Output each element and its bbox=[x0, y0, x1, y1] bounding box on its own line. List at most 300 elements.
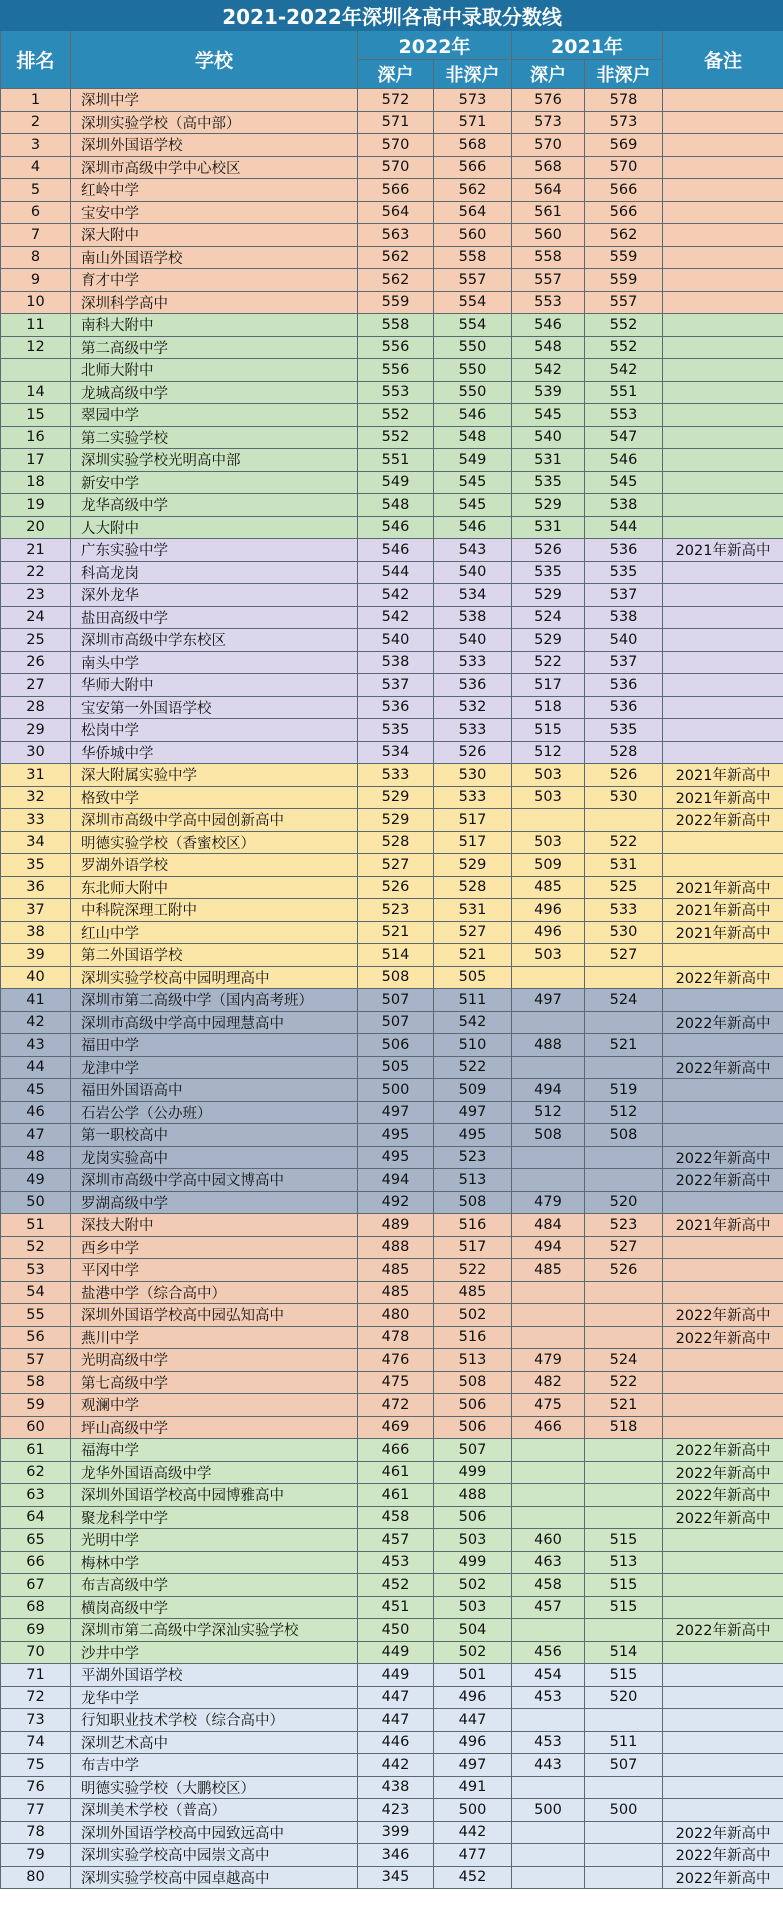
rank-cell: 68 bbox=[1, 1596, 71, 1619]
school-cell: 第二实验学校 bbox=[71, 426, 358, 449]
score-2022-local: 553 bbox=[358, 381, 434, 404]
table-row bbox=[1, 1821, 783, 1844]
score-2021-local: 535 bbox=[512, 561, 585, 584]
note-cell: 2022年新高中 bbox=[663, 1619, 783, 1642]
score-2022-nonlocal: 536 bbox=[434, 674, 512, 697]
score-2021-local: 494 bbox=[512, 1236, 585, 1259]
note-cell bbox=[663, 179, 783, 202]
table-row bbox=[1, 494, 783, 517]
score-2022-local: 451 bbox=[358, 1596, 434, 1619]
score-2022-local: 542 bbox=[358, 606, 434, 629]
school-cell: 深圳科学高中 bbox=[71, 291, 358, 314]
score-2022-nonlocal: 533 bbox=[434, 719, 512, 742]
note-cell bbox=[663, 1124, 783, 1147]
school-cell: 深圳中学 bbox=[71, 89, 358, 112]
score-2021-nonlocal: 524 bbox=[585, 1349, 663, 1372]
score-2021-nonlocal: 551 bbox=[585, 381, 663, 404]
school-cell: 光明中学 bbox=[71, 1529, 358, 1552]
score-2022-nonlocal: 522 bbox=[434, 1259, 512, 1282]
rank-cell: 34 bbox=[1, 831, 71, 854]
school-cell: 布吉中学 bbox=[71, 1754, 358, 1777]
note-cell: 2022年新高中 bbox=[663, 809, 783, 832]
score-2021-nonlocal: 522 bbox=[585, 831, 663, 854]
score-2022-nonlocal: 538 bbox=[434, 606, 512, 629]
score-2021-nonlocal: 514 bbox=[585, 1641, 663, 1664]
rank-cell: 29 bbox=[1, 719, 71, 742]
table-row bbox=[1, 336, 783, 359]
score-2022-nonlocal: 509 bbox=[434, 1079, 512, 1102]
score-2021-local: 453 bbox=[512, 1731, 585, 1754]
note-cell bbox=[663, 854, 783, 877]
score-2021-nonlocal: 544 bbox=[585, 516, 663, 539]
school-cell: 西乡中学 bbox=[71, 1236, 358, 1259]
score-2021-nonlocal bbox=[585, 1866, 663, 1889]
score-2021-nonlocal: 535 bbox=[585, 561, 663, 584]
note-cell bbox=[663, 741, 783, 764]
table-row bbox=[1, 1574, 783, 1597]
rank-cell: 72 bbox=[1, 1686, 71, 1709]
score-2021-local: 484 bbox=[512, 1214, 585, 1237]
score-2022-local: 469 bbox=[358, 1416, 434, 1439]
score-2022-nonlocal: 526 bbox=[434, 741, 512, 764]
score-2021-local: 503 bbox=[512, 831, 585, 854]
school-cell: 深圳外国语学校高中园博雅高中 bbox=[71, 1484, 358, 1507]
note-cell bbox=[663, 314, 783, 337]
score-2021-nonlocal: 530 bbox=[585, 786, 663, 809]
score-2022-local: 527 bbox=[358, 854, 434, 877]
score-2021-nonlocal: 519 bbox=[585, 1079, 663, 1102]
rank-cell: 64 bbox=[1, 1506, 71, 1529]
table-row bbox=[1, 719, 783, 742]
rank-cell: 67 bbox=[1, 1574, 71, 1597]
table-row bbox=[1, 1596, 783, 1619]
local-2022-header: 深户 bbox=[358, 60, 434, 89]
note-cell bbox=[663, 89, 783, 112]
score-2021-local: 560 bbox=[512, 224, 585, 247]
table-row bbox=[1, 269, 783, 292]
table-body bbox=[1, 89, 783, 1889]
table-row bbox=[1, 561, 783, 584]
note-cell: 2021年新高中 bbox=[663, 1214, 783, 1237]
rank-cell: 54 bbox=[1, 1281, 71, 1304]
score-2022-nonlocal: 558 bbox=[434, 246, 512, 269]
table-row bbox=[1, 989, 783, 1012]
score-2022-local: 548 bbox=[358, 494, 434, 517]
table-row bbox=[1, 1709, 783, 1732]
note-cell bbox=[663, 1641, 783, 1664]
rank-cell: 52 bbox=[1, 1236, 71, 1259]
table-row bbox=[1, 1214, 783, 1237]
score-2022-nonlocal: 545 bbox=[434, 471, 512, 494]
note-cell bbox=[663, 516, 783, 539]
table-row bbox=[1, 1461, 783, 1484]
score-2022-local: 566 bbox=[358, 179, 434, 202]
rank-cell: 53 bbox=[1, 1259, 71, 1282]
score-2022-local: 345 bbox=[358, 1866, 434, 1889]
score-2022-local: 423 bbox=[358, 1799, 434, 1822]
rank-cell: 59 bbox=[1, 1394, 71, 1417]
score-2022-local: 446 bbox=[358, 1731, 434, 1754]
score-2021-local: 568 bbox=[512, 156, 585, 179]
score-2021-local: 443 bbox=[512, 1754, 585, 1777]
score-2022-local: 535 bbox=[358, 719, 434, 742]
school-cell: 人大附中 bbox=[71, 516, 358, 539]
score-2022-local: 534 bbox=[358, 741, 434, 764]
score-2021-nonlocal: 515 bbox=[585, 1664, 663, 1687]
score-2021-local: 517 bbox=[512, 674, 585, 697]
school-header: 学校 bbox=[71, 31, 358, 89]
school-cell: 深圳外国语学校高中园致远高中 bbox=[71, 1821, 358, 1844]
score-2022-local: 488 bbox=[358, 1236, 434, 1259]
note-cell bbox=[663, 269, 783, 292]
score-2022-local: 556 bbox=[358, 336, 434, 359]
score-2022-local: 507 bbox=[358, 1011, 434, 1034]
score-2021-nonlocal: 522 bbox=[585, 1371, 663, 1394]
rank-cell: 73 bbox=[1, 1709, 71, 1732]
table-row bbox=[1, 1281, 783, 1304]
note-cell: 2021年新高中 bbox=[663, 921, 783, 944]
score-2021-nonlocal: 527 bbox=[585, 1236, 663, 1259]
table-row bbox=[1, 1664, 783, 1687]
table-row bbox=[1, 1326, 783, 1349]
score-2021-nonlocal bbox=[585, 1619, 663, 1642]
score-2022-local: 508 bbox=[358, 966, 434, 989]
score-2022-local: 485 bbox=[358, 1281, 434, 1304]
school-cell: 华侨城中学 bbox=[71, 741, 358, 764]
score-2021-local: 463 bbox=[512, 1551, 585, 1574]
table-row bbox=[1, 426, 783, 449]
table-row bbox=[1, 1011, 783, 1034]
school-cell: 深外龙华 bbox=[71, 584, 358, 607]
rank-cell bbox=[1, 359, 71, 382]
table-row bbox=[1, 1866, 783, 1889]
rank-cell: 2 bbox=[1, 111, 71, 134]
score-2022-local: 572 bbox=[358, 89, 434, 112]
note-cell: 2022年新高中 bbox=[663, 1506, 783, 1529]
score-2022-nonlocal: 452 bbox=[434, 1866, 512, 1889]
rank-cell: 39 bbox=[1, 944, 71, 967]
note-cell: 2022年新高中 bbox=[663, 1169, 783, 1192]
score-2022-nonlocal: 534 bbox=[434, 584, 512, 607]
score-2022-nonlocal: 550 bbox=[434, 336, 512, 359]
score-2022-nonlocal: 529 bbox=[434, 854, 512, 877]
rank-cell: 76 bbox=[1, 1776, 71, 1799]
school-cell: 第七高级中学 bbox=[71, 1371, 358, 1394]
rank-cell: 32 bbox=[1, 786, 71, 809]
score-2021-local: 545 bbox=[512, 404, 585, 427]
note-cell bbox=[663, 404, 783, 427]
score-2022-local: 452 bbox=[358, 1574, 434, 1597]
score-2022-nonlocal: 506 bbox=[434, 1416, 512, 1439]
score-2021-local bbox=[512, 1304, 585, 1327]
score-2021-local bbox=[512, 1439, 585, 1462]
score-2021-local: 475 bbox=[512, 1394, 585, 1417]
score-2021-nonlocal: 569 bbox=[585, 134, 663, 157]
note-cell bbox=[663, 1709, 783, 1732]
rank-cell: 23 bbox=[1, 584, 71, 607]
rank-cell: 20 bbox=[1, 516, 71, 539]
score-2021-local: 576 bbox=[512, 89, 585, 112]
note-cell bbox=[663, 1754, 783, 1777]
score-2022-local: 447 bbox=[358, 1686, 434, 1709]
score-2021-local bbox=[512, 1821, 585, 1844]
score-2021-local: 553 bbox=[512, 291, 585, 314]
score-2022-nonlocal: 503 bbox=[434, 1596, 512, 1619]
school-cell: 红岭中学 bbox=[71, 179, 358, 202]
rank-cell: 14 bbox=[1, 381, 71, 404]
score-2021-nonlocal: 566 bbox=[585, 179, 663, 202]
score-2022-nonlocal: 485 bbox=[434, 1281, 512, 1304]
table-header bbox=[1, 1, 783, 89]
school-cell: 龙津中学 bbox=[71, 1056, 358, 1079]
note-cell bbox=[663, 224, 783, 247]
school-cell: 深大附属实验中学 bbox=[71, 764, 358, 787]
rank-cell: 80 bbox=[1, 1866, 71, 1889]
score-2022-nonlocal: 504 bbox=[434, 1619, 512, 1642]
score-2021-nonlocal: 513 bbox=[585, 1551, 663, 1574]
score-2021-local bbox=[512, 966, 585, 989]
school-cell: 格致中学 bbox=[71, 786, 358, 809]
rank-cell: 30 bbox=[1, 741, 71, 764]
score-2022-local: 399 bbox=[358, 1821, 434, 1844]
table-row bbox=[1, 741, 783, 764]
score-2021-nonlocal: 559 bbox=[585, 269, 663, 292]
school-cell: 布吉高级中学 bbox=[71, 1574, 358, 1597]
note-cell: 2022年新高中 bbox=[663, 1146, 783, 1169]
score-2022-local: 476 bbox=[358, 1349, 434, 1372]
score-2021-local: 456 bbox=[512, 1641, 585, 1664]
score-2021-nonlocal bbox=[585, 1506, 663, 1529]
school-cell: 松岗中学 bbox=[71, 719, 358, 742]
table-row bbox=[1, 1034, 783, 1057]
rank-cell: 47 bbox=[1, 1124, 71, 1147]
score-2022-nonlocal: 554 bbox=[434, 314, 512, 337]
school-cell: 红山中学 bbox=[71, 921, 358, 944]
note-cell bbox=[663, 494, 783, 517]
score-2022-nonlocal: 516 bbox=[434, 1326, 512, 1349]
score-2021-local: 539 bbox=[512, 381, 585, 404]
table-row bbox=[1, 516, 783, 539]
score-2022-local: 507 bbox=[358, 989, 434, 1012]
rank-cell: 62 bbox=[1, 1461, 71, 1484]
table-row bbox=[1, 696, 783, 719]
score-2022-nonlocal: 511 bbox=[434, 989, 512, 1012]
score-2022-local: 492 bbox=[358, 1191, 434, 1214]
score-2021-nonlocal: 523 bbox=[585, 1214, 663, 1237]
rank-cell: 58 bbox=[1, 1371, 71, 1394]
school-cell: 龙城高级中学 bbox=[71, 381, 358, 404]
score-2021-nonlocal: 533 bbox=[585, 899, 663, 922]
note-cell: 2021年新高中 bbox=[663, 899, 783, 922]
note-cell bbox=[663, 201, 783, 224]
score-2022-local: 521 bbox=[358, 921, 434, 944]
score-2021-local: 479 bbox=[512, 1191, 585, 1214]
score-2022-local: 563 bbox=[358, 224, 434, 247]
score-2021-nonlocal bbox=[585, 1056, 663, 1079]
score-2022-nonlocal: 543 bbox=[434, 539, 512, 562]
school-cell: 平冈中学 bbox=[71, 1259, 358, 1282]
score-2022-local: 466 bbox=[358, 1439, 434, 1462]
nonlocal-2022-header: 非深户 bbox=[434, 60, 512, 89]
rank-cell: 45 bbox=[1, 1079, 71, 1102]
score-2022-nonlocal: 571 bbox=[434, 111, 512, 134]
school-cell: 深圳市高级中学东校区 bbox=[71, 629, 358, 652]
score-2021-nonlocal: 552 bbox=[585, 336, 663, 359]
score-2022-local: 570 bbox=[358, 134, 434, 157]
score-2021-nonlocal: 538 bbox=[585, 606, 663, 629]
score-2021-local: 570 bbox=[512, 134, 585, 157]
score-2021-local: 457 bbox=[512, 1596, 585, 1619]
score-2022-local: 556 bbox=[358, 359, 434, 382]
score-2022-nonlocal: 442 bbox=[434, 1821, 512, 1844]
rank-cell: 5 bbox=[1, 179, 71, 202]
rank-cell: 28 bbox=[1, 696, 71, 719]
score-2021-nonlocal bbox=[585, 1169, 663, 1192]
table-row bbox=[1, 539, 783, 562]
table-row bbox=[1, 1731, 783, 1754]
score-2021-local bbox=[512, 1619, 585, 1642]
note-cell bbox=[663, 1551, 783, 1574]
school-cell: 东北师大附中 bbox=[71, 876, 358, 899]
note-cell bbox=[663, 1349, 783, 1372]
score-2021-local: 509 bbox=[512, 854, 585, 877]
score-2021-nonlocal bbox=[585, 1439, 663, 1462]
note-cell: 2022年新高中 bbox=[663, 966, 783, 989]
score-2021-nonlocal bbox=[585, 1146, 663, 1169]
table-row bbox=[1, 1844, 783, 1867]
score-2021-nonlocal bbox=[585, 1484, 663, 1507]
table-row bbox=[1, 156, 783, 179]
score-2021-nonlocal: 500 bbox=[585, 1799, 663, 1822]
school-cell: 科高龙岗 bbox=[71, 561, 358, 584]
rank-cell: 50 bbox=[1, 1191, 71, 1214]
rank-cell: 6 bbox=[1, 201, 71, 224]
note-cell bbox=[663, 1664, 783, 1687]
note-cell bbox=[663, 381, 783, 404]
score-2022-local: 528 bbox=[358, 831, 434, 854]
score-2021-nonlocal: 521 bbox=[585, 1034, 663, 1057]
school-cell: 深圳市高级中学高中园文博高中 bbox=[71, 1169, 358, 1192]
school-cell: 龙华中学 bbox=[71, 1686, 358, 1709]
school-cell: 福田中学 bbox=[71, 1034, 358, 1057]
score-2022-local: 546 bbox=[358, 516, 434, 539]
school-cell: 盐田高级中学 bbox=[71, 606, 358, 629]
score-2022-nonlocal: 508 bbox=[434, 1371, 512, 1394]
score-2022-nonlocal: 533 bbox=[434, 786, 512, 809]
note-cell bbox=[663, 584, 783, 607]
score-2021-local: 548 bbox=[512, 336, 585, 359]
note-cell bbox=[663, 989, 783, 1012]
score-2022-local: 549 bbox=[358, 471, 434, 494]
table-row bbox=[1, 1439, 783, 1462]
score-2021-local: 522 bbox=[512, 651, 585, 674]
score-2021-local: 503 bbox=[512, 764, 585, 787]
score-2021-nonlocal: 508 bbox=[585, 1124, 663, 1147]
table-row bbox=[1, 1754, 783, 1777]
table-row bbox=[1, 1484, 783, 1507]
school-cell: 横岗高级中学 bbox=[71, 1596, 358, 1619]
school-cell: 深大附中 bbox=[71, 224, 358, 247]
score-2022-local: 544 bbox=[358, 561, 434, 584]
school-cell: 深技大附中 bbox=[71, 1214, 358, 1237]
table-row bbox=[1, 809, 783, 832]
score-2021-local bbox=[512, 1146, 585, 1169]
note-cell bbox=[663, 1034, 783, 1057]
note-cell: 2022年新高中 bbox=[663, 1326, 783, 1349]
score-2021-nonlocal bbox=[585, 1281, 663, 1304]
table-row bbox=[1, 1394, 783, 1417]
note-cell: 2021年新高中 bbox=[663, 786, 783, 809]
table-row bbox=[1, 111, 783, 134]
score-2022-nonlocal: 560 bbox=[434, 224, 512, 247]
score-2021-nonlocal: 570 bbox=[585, 156, 663, 179]
score-2021-nonlocal: 531 bbox=[585, 854, 663, 877]
score-2022-nonlocal: 546 bbox=[434, 404, 512, 427]
rank-cell: 4 bbox=[1, 156, 71, 179]
score-2022-local: 489 bbox=[358, 1214, 434, 1237]
score-2021-local: 529 bbox=[512, 494, 585, 517]
score-2021-nonlocal: 540 bbox=[585, 629, 663, 652]
score-2022-nonlocal: 517 bbox=[434, 831, 512, 854]
school-cell: 南山外国语学校 bbox=[71, 246, 358, 269]
score-2021-local bbox=[512, 1844, 585, 1867]
table-row bbox=[1, 1529, 783, 1552]
note-cell bbox=[663, 291, 783, 314]
rank-cell: 22 bbox=[1, 561, 71, 584]
table-row bbox=[1, 899, 783, 922]
rank-cell: 3 bbox=[1, 134, 71, 157]
score-2021-nonlocal: 525 bbox=[585, 876, 663, 899]
score-2022-nonlocal: 523 bbox=[434, 1146, 512, 1169]
school-cell: 聚龙科学中学 bbox=[71, 1506, 358, 1529]
school-cell: 深圳实验学校光明高中部 bbox=[71, 449, 358, 472]
rank-cell: 49 bbox=[1, 1169, 71, 1192]
school-cell: 深圳市第二高级中学（国内高考班） bbox=[71, 989, 358, 1012]
school-cell: 第二外国语学校 bbox=[71, 944, 358, 967]
score-2022-nonlocal: 499 bbox=[434, 1461, 512, 1484]
score-2022-nonlocal: 507 bbox=[434, 1439, 512, 1462]
note-cell bbox=[663, 471, 783, 494]
score-2022-nonlocal: 491 bbox=[434, 1776, 512, 1799]
score-2021-local bbox=[512, 1461, 585, 1484]
score-2021-local: 542 bbox=[512, 359, 585, 382]
score-2022-nonlocal: 517 bbox=[434, 809, 512, 832]
score-2021-nonlocal: 511 bbox=[585, 1731, 663, 1754]
table-row bbox=[1, 1551, 783, 1574]
score-2022-nonlocal: 508 bbox=[434, 1191, 512, 1214]
table-row bbox=[1, 606, 783, 629]
score-2022-nonlocal: 502 bbox=[434, 1304, 512, 1327]
score-2021-nonlocal: 530 bbox=[585, 921, 663, 944]
note-cell bbox=[663, 1236, 783, 1259]
score-2021-nonlocal: 542 bbox=[585, 359, 663, 382]
score-2022-nonlocal: 550 bbox=[434, 381, 512, 404]
school-cell: 北师大附中 bbox=[71, 359, 358, 382]
note-cell bbox=[663, 134, 783, 157]
school-cell: 龙华外国语高级中学 bbox=[71, 1461, 358, 1484]
score-2022-nonlocal: 513 bbox=[434, 1169, 512, 1192]
score-2021-local: 531 bbox=[512, 516, 585, 539]
score-2022-nonlocal: 513 bbox=[434, 1349, 512, 1372]
score-2021-nonlocal: 547 bbox=[585, 426, 663, 449]
score-2022-nonlocal: 502 bbox=[434, 1574, 512, 1597]
score-2022-local: 570 bbox=[358, 156, 434, 179]
note-cell bbox=[663, 156, 783, 179]
score-2021-nonlocal bbox=[585, 1709, 663, 1732]
rank-cell: 51 bbox=[1, 1214, 71, 1237]
score-2022-local: 523 bbox=[358, 899, 434, 922]
score-2021-local: 512 bbox=[512, 741, 585, 764]
